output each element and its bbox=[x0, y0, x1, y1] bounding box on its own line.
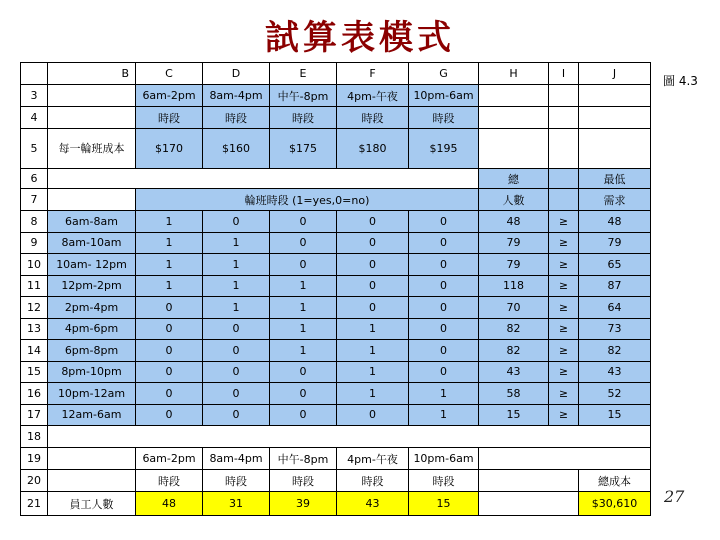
shift-assignment: 1 bbox=[409, 404, 479, 426]
headcount-label: 人數 bbox=[479, 189, 549, 211]
shift-assignment: 0 bbox=[337, 232, 409, 254]
gte-symbol: ≥ bbox=[549, 318, 579, 340]
blank-cell bbox=[579, 107, 651, 129]
demand-value: 52 bbox=[579, 383, 651, 405]
demand-value: 82 bbox=[579, 340, 651, 362]
shift-assignment: 0 bbox=[409, 232, 479, 254]
shift-assignment: 0 bbox=[136, 340, 203, 362]
shift-assignment: 1 bbox=[409, 383, 479, 405]
shift-label: 時段 bbox=[136, 107, 203, 129]
shift-assignment: 0 bbox=[136, 297, 203, 319]
shift-header: 10pm-6am bbox=[409, 85, 479, 107]
col-header: B bbox=[48, 63, 136, 85]
shift-assignment: 0 bbox=[270, 211, 337, 233]
demand-value: 15 bbox=[579, 404, 651, 426]
col-header: I bbox=[549, 63, 579, 85]
shift-cost: $180 bbox=[337, 129, 409, 169]
shift-assignment: 0 bbox=[337, 275, 409, 297]
row-number: 4 bbox=[21, 107, 48, 129]
shift-assignment: 0 bbox=[409, 361, 479, 383]
gte-symbol: ≥ bbox=[549, 254, 579, 276]
blank-cell bbox=[579, 85, 651, 107]
shift-assignment: 1 bbox=[203, 232, 270, 254]
blank-cell bbox=[48, 169, 479, 189]
shift-header: 8am-4pm bbox=[203, 85, 270, 107]
shift-header: 中午-8pm bbox=[270, 448, 337, 470]
row-number: 5 bbox=[21, 129, 48, 169]
time-slot: 10am- 12pm bbox=[48, 254, 136, 276]
worker-count: 48 bbox=[136, 492, 203, 516]
shift-assignment: 0 bbox=[203, 211, 270, 233]
cost-label: 每一輪班成本 bbox=[48, 129, 136, 169]
min-label: 最低 bbox=[579, 169, 651, 189]
headcount-value: 79 bbox=[479, 254, 549, 276]
blank-cell bbox=[479, 129, 549, 169]
blank-cell bbox=[479, 470, 579, 492]
workers-label: 員工人數 bbox=[48, 492, 136, 516]
shift-header: 4pm-午夜 bbox=[337, 448, 409, 470]
row-number: 10 bbox=[21, 254, 48, 276]
shift-assignment: 1 bbox=[337, 318, 409, 340]
blank-cell bbox=[549, 107, 579, 129]
row-number: 14 bbox=[21, 340, 48, 362]
headcount-value: 43 bbox=[479, 361, 549, 383]
total-cost-label: 總成本 bbox=[579, 470, 651, 492]
headcount-value: 82 bbox=[479, 340, 549, 362]
blank-cell bbox=[549, 169, 579, 189]
shift-assignment: 0 bbox=[203, 318, 270, 340]
time-slot: 2pm-4pm bbox=[48, 297, 136, 319]
col-header: F bbox=[337, 63, 409, 85]
row-number: 15 bbox=[21, 361, 48, 383]
shift-cost: $195 bbox=[409, 129, 479, 169]
figure-label: 圖 4.3 bbox=[663, 74, 698, 88]
corner-cell bbox=[21, 63, 48, 85]
shift-assignment: 1 bbox=[136, 275, 203, 297]
shift-assignment: 1 bbox=[337, 361, 409, 383]
shift-assignment: 0 bbox=[270, 404, 337, 426]
shift-label: 時段 bbox=[337, 107, 409, 129]
blank-cell bbox=[549, 85, 579, 107]
shift-assignment: 0 bbox=[136, 383, 203, 405]
shift-label: 時段 bbox=[270, 470, 337, 492]
demand-value: 65 bbox=[579, 254, 651, 276]
shift-header: 6am-2pm bbox=[136, 85, 203, 107]
shift-assignment: 0 bbox=[337, 254, 409, 276]
demand-value: 79 bbox=[579, 232, 651, 254]
shift-label: 時段 bbox=[409, 107, 479, 129]
shift-assignment: 1 bbox=[136, 232, 203, 254]
shift-label: 時段 bbox=[203, 470, 270, 492]
col-header: C bbox=[136, 63, 203, 85]
headcount-value: 15 bbox=[479, 404, 549, 426]
shift-assignment: 0 bbox=[409, 297, 479, 319]
shift-header: 6am-2pm bbox=[136, 448, 203, 470]
row-number: 11 bbox=[21, 275, 48, 297]
shift-label: 時段 bbox=[337, 470, 409, 492]
shift-assignment: 1 bbox=[270, 297, 337, 319]
shift-assignment: 1 bbox=[270, 275, 337, 297]
shift-cost: $160 bbox=[203, 129, 270, 169]
time-slot: 8am-10am bbox=[48, 232, 136, 254]
demand-value: 43 bbox=[579, 361, 651, 383]
headcount-value: 82 bbox=[479, 318, 549, 340]
row-number: 18 bbox=[21, 426, 48, 448]
blank-cell bbox=[479, 85, 549, 107]
time-slot: 8pm-10pm bbox=[48, 361, 136, 383]
blank-cell bbox=[549, 189, 579, 211]
shift-header: 中午-8pm bbox=[270, 85, 337, 107]
worker-count: 43 bbox=[337, 492, 409, 516]
row-number: 6 bbox=[21, 169, 48, 189]
row-number: 19 bbox=[21, 448, 48, 470]
shift-assignment: 0 bbox=[270, 232, 337, 254]
worker-count: 31 bbox=[203, 492, 270, 516]
headcount-value: 48 bbox=[479, 211, 549, 233]
shift-assignment: 1 bbox=[203, 297, 270, 319]
row-number: 9 bbox=[21, 232, 48, 254]
shift-assignment: 0 bbox=[409, 211, 479, 233]
gte-symbol: ≥ bbox=[549, 297, 579, 319]
headcount-value: 70 bbox=[479, 297, 549, 319]
shift-assignment: 0 bbox=[409, 275, 479, 297]
shift-header: 4pm-午夜 bbox=[337, 85, 409, 107]
blank-cell bbox=[479, 448, 651, 470]
row-number: 16 bbox=[21, 383, 48, 405]
col-header: E bbox=[270, 63, 337, 85]
shift-label: 時段 bbox=[409, 470, 479, 492]
gte-symbol: ≥ bbox=[549, 383, 579, 405]
headcount-value: 79 bbox=[479, 232, 549, 254]
shift-assignment: 0 bbox=[203, 404, 270, 426]
shift-assignment: 1 bbox=[136, 254, 203, 276]
blank-cell bbox=[479, 107, 549, 129]
shift-assignment: 0 bbox=[409, 254, 479, 276]
blank-cell bbox=[48, 470, 136, 492]
col-header: H bbox=[479, 63, 549, 85]
shift-label: 時段 bbox=[270, 107, 337, 129]
blank-cell bbox=[48, 426, 651, 448]
blank-cell bbox=[48, 189, 136, 211]
row-number: 17 bbox=[21, 404, 48, 426]
headcount-value: 58 bbox=[479, 383, 549, 405]
shift-assignment: 0 bbox=[203, 383, 270, 405]
shift-cost: $170 bbox=[136, 129, 203, 169]
col-header: D bbox=[203, 63, 270, 85]
blank-cell bbox=[479, 492, 579, 516]
col-header: G bbox=[409, 63, 479, 85]
worker-count: 39 bbox=[270, 492, 337, 516]
headcount-value: 118 bbox=[479, 275, 549, 297]
shift-assignment: 1 bbox=[337, 383, 409, 405]
shift-assignment: 0 bbox=[270, 361, 337, 383]
shift-assignment: 0 bbox=[337, 211, 409, 233]
row-number: 8 bbox=[21, 211, 48, 233]
demand-value: 48 bbox=[579, 211, 651, 233]
demand-label: 需求 bbox=[579, 189, 651, 211]
blank-cell bbox=[48, 107, 136, 129]
shift-assignment: 1 bbox=[270, 340, 337, 362]
shift-assignment: 0 bbox=[136, 318, 203, 340]
shift-assignment: 0 bbox=[136, 404, 203, 426]
time-slot: 10pm-12am bbox=[48, 383, 136, 405]
shift-assignment: 1 bbox=[337, 340, 409, 362]
shift-assignment: 0 bbox=[270, 254, 337, 276]
time-slot: 12am-6am bbox=[48, 404, 136, 426]
worker-count: 15 bbox=[409, 492, 479, 516]
shift-assignment: 0 bbox=[203, 361, 270, 383]
shift-cost: $175 bbox=[270, 129, 337, 169]
row-number: 20 bbox=[21, 470, 48, 492]
shift-assignment: 1 bbox=[136, 211, 203, 233]
page-title: 試算表模式 bbox=[265, 18, 455, 58]
time-slot: 6am-8am bbox=[48, 211, 136, 233]
shift-assignment: 0 bbox=[270, 383, 337, 405]
shift-label: 時段 bbox=[136, 470, 203, 492]
blank-cell bbox=[579, 129, 651, 169]
demand-value: 87 bbox=[579, 275, 651, 297]
matrix-label: 輪班時段 (1=yes,0=no) bbox=[136, 189, 479, 211]
gte-symbol: ≥ bbox=[549, 232, 579, 254]
shift-assignment: 1 bbox=[203, 275, 270, 297]
gte-symbol: ≥ bbox=[549, 404, 579, 426]
gte-symbol: ≥ bbox=[549, 340, 579, 362]
shift-label: 時段 bbox=[203, 107, 270, 129]
total-cost-value: $30,610 bbox=[579, 492, 651, 516]
gte-symbol: ≥ bbox=[549, 275, 579, 297]
row-number: 3 bbox=[21, 85, 48, 107]
shift-assignment: 0 bbox=[409, 318, 479, 340]
shift-assignment: 1 bbox=[270, 318, 337, 340]
shift-assignment: 0 bbox=[409, 340, 479, 362]
demand-value: 64 bbox=[579, 297, 651, 319]
blank-cell bbox=[48, 85, 136, 107]
page-number: 27 bbox=[664, 487, 685, 506]
time-slot: 12pm-2pm bbox=[48, 275, 136, 297]
time-slot: 6pm-8pm bbox=[48, 340, 136, 362]
row-number: 21 bbox=[21, 492, 48, 516]
gte-symbol: ≥ bbox=[549, 211, 579, 233]
blank-cell bbox=[549, 129, 579, 169]
row-number: 12 bbox=[21, 297, 48, 319]
spreadsheet bbox=[20, 62, 651, 516]
blank-cell bbox=[48, 448, 136, 470]
shift-header: 10pm-6am bbox=[409, 448, 479, 470]
shift-assignment: 1 bbox=[203, 254, 270, 276]
shift-assignment: 0 bbox=[337, 404, 409, 426]
row-number: 13 bbox=[21, 318, 48, 340]
row-number: 7 bbox=[21, 189, 48, 211]
shift-assignment: 0 bbox=[203, 340, 270, 362]
shift-assignment: 0 bbox=[337, 297, 409, 319]
shift-header: 8am-4pm bbox=[203, 448, 270, 470]
total-label: 總 bbox=[479, 169, 549, 189]
gte-symbol: ≥ bbox=[549, 361, 579, 383]
shift-assignment: 0 bbox=[136, 361, 203, 383]
time-slot: 4pm-6pm bbox=[48, 318, 136, 340]
col-header: J bbox=[579, 63, 651, 85]
demand-value: 73 bbox=[579, 318, 651, 340]
